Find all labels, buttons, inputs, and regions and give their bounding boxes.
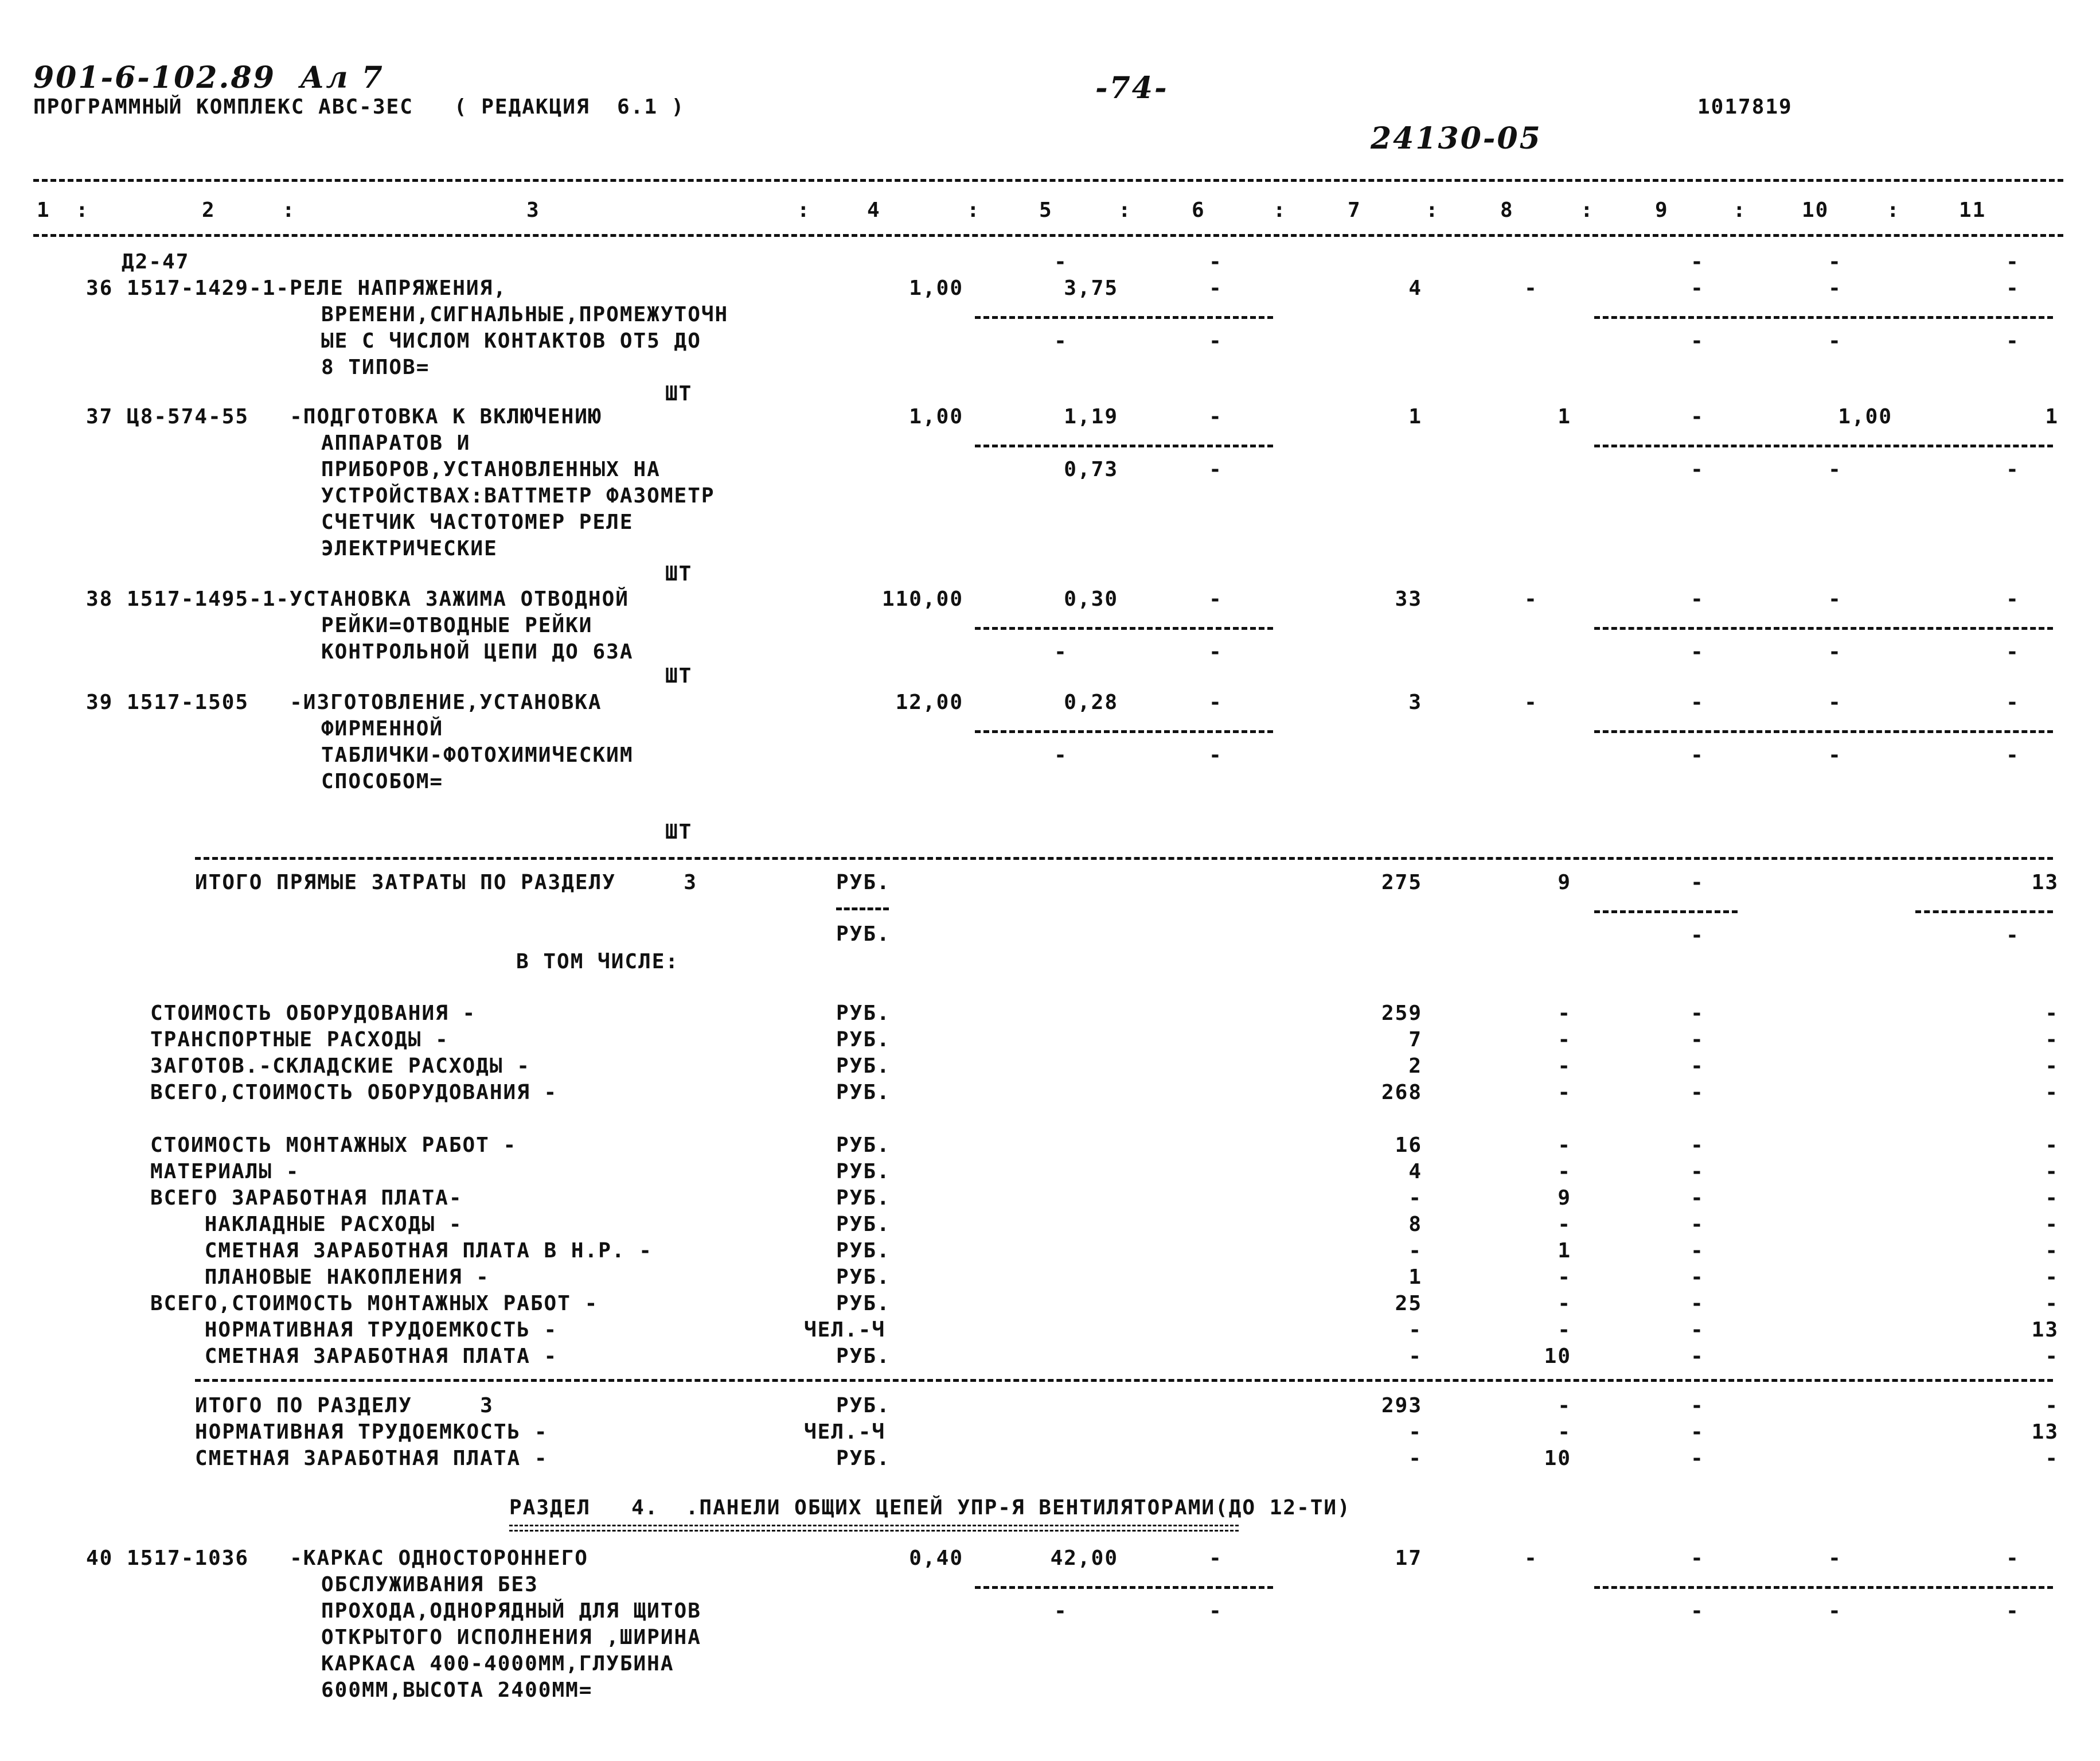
summary-label: СТОИМОСТЬ МОНТАЖНЫХ РАБОТ - [150,1133,517,1157]
item-36-c11: - [2006,276,2020,300]
summary-label: НОРМАТИВНАЯ ТРУДОЕМКОСТЬ - [150,1318,558,1342]
summary-unit: РУБ. [836,1394,891,1417]
summary-c9: - [1691,1447,1704,1470]
item-36-c8: - [1524,276,1538,300]
item-40-line5: КАРКАСА 400-4000ММ,ГЛУБИНА [321,1652,674,1676]
item-36-c11-top: - [2006,250,2020,274]
item-40-c11: - [2006,1546,2020,1570]
summary-label: ТРАНСПОРТНЫЕ РАСХОДЫ - [150,1028,449,1051]
item-36-line4: 8 ТИПОВ= [321,356,430,379]
item-38-rule [975,627,1273,630]
item-36-c7: 4 [1408,276,1422,300]
item-37-price-b: 0,73 [1064,458,1118,481]
col-sep: : [1580,198,1594,222]
summary-c11: 13 [2031,1420,2059,1444]
item-38-c9: - [1691,587,1704,611]
item-36-c9-top: - [1691,250,1704,274]
item-37-c10-bot: - [1828,458,1842,481]
item-36-rule [1594,316,2053,319]
item-36-rule [975,316,1273,319]
item-40-price: 42,00 [1050,1546,1118,1570]
summary-c8: - [1558,1054,1571,1078]
item-37-price: 1,19 [1064,405,1118,428]
item-37-c11: 1 [2045,405,2059,428]
direct-costs-c8: 9 [1558,871,1571,894]
item-37-line3: ПРИБОРОВ,УСТАНОВЛЕННЫХ НА [321,458,661,481]
item-39-qty: 12,00 [895,691,963,714]
col-sep: : [76,198,89,222]
summary-label: СТОИМОСТЬ ОБОРУДОВАНИЯ - [150,1002,477,1025]
summary-c7: 268 [1381,1081,1422,1104]
item-36-c6: - [1209,276,1223,300]
summary-c8: - [1558,1265,1571,1289]
section-4-underline [509,1525,1239,1532]
item-38-c10: - [1828,587,1842,611]
item-37-unit: ШТ [665,562,693,586]
summary-c9: - [1691,1002,1704,1025]
summary-c7: 7 [1408,1028,1422,1051]
summary-label: ВСЕГО,СТОИМОСТЬ ОБОРУДОВАНИЯ - [150,1081,558,1104]
item-40-line1: 40 1517-1036 -КАРКАС ОДНОСТОРОННЕГО [86,1546,588,1570]
item-40-line6: 600ММ,ВЫСОТА 2400ММ= [321,1678,593,1702]
summary-c11: - [2045,1292,2059,1315]
summary-c11: - [2045,1394,2059,1417]
summary-c7: 259 [1381,1002,1422,1025]
column-header [0,197,2100,224]
summary-c8: 9 [1558,1186,1571,1210]
item-40-c10-bot: - [1828,1599,1842,1623]
item-39-c11-bot: - [2006,743,2020,767]
summary-c8: - [1558,1133,1571,1157]
direct-costs-c11-bot: - [2006,924,2020,947]
col-9: 9 [1655,198,1669,222]
summary-label: ЗАГОТОВ.-СКЛАДСКИЕ РАСХОДЫ - [150,1054,530,1078]
item-36-line2: ВРЕМЕНИ,СИГНАЛЬНЫЕ,ПРОМЕЖУТОЧН [321,303,729,326]
col-11: 11 [1959,198,1986,222]
col-sep: : [1273,198,1287,222]
item-39-c11: - [2006,691,2020,714]
direct-costs-c7: 275 [1381,871,1422,894]
item-37-c11-bot: - [2006,458,2020,481]
item-37-line5: СЧЕТЧИК ЧАСТОТОМЕР РЕЛЕ [321,511,634,534]
item-37-c6: - [1209,405,1223,428]
item-38-c9-bot: - [1691,640,1704,664]
summary-c7: - [1408,1420,1422,1444]
summary-c7: - [1408,1345,1422,1368]
summary-c9: - [1691,1292,1704,1315]
summary-c8: - [1558,1213,1571,1236]
item-36-c6-bot: - [1209,329,1223,353]
summary-c7: - [1408,1239,1422,1263]
item-39-price: 0,28 [1064,691,1118,714]
direct-costs-c9-bot: - [1691,924,1704,947]
summary-label: СМЕТНАЯ ЗАРАБОТНАЯ ПЛАТА - [195,1447,548,1470]
col-5: 5 [1039,198,1053,222]
col-7: 7 [1348,198,1361,222]
summary-c7: 1 [1408,1265,1422,1289]
col-sep: : [282,198,296,222]
item-36-c5-bot: - [1054,329,1068,353]
summary-c9: - [1691,1160,1704,1183]
item-37-rule [975,445,1273,447]
summary-c8: - [1558,1081,1571,1104]
direct-costs-rule [1594,910,1738,913]
summary-c7: - [1408,1318,1422,1342]
summary-label: ПЛАНОВЫЕ НАКОПЛЕНИЯ - [150,1265,490,1289]
col-3: 3 [526,198,540,222]
item-40-line2: ОБСЛУЖИВАНИЯ БЕЗ [321,1573,538,1596]
item-39-c10-bot: - [1828,743,1842,767]
summary-c11: - [2045,1002,2059,1025]
summary-c7: 8 [1408,1213,1422,1236]
section-total-rule [195,857,2053,860]
col-6: 6 [1192,198,1205,222]
summary-c11: - [2045,1239,2059,1263]
item-40-rule [975,1586,1273,1589]
summary-c9: - [1691,1081,1704,1104]
summary-unit: ЧЕЛ.-Ч [804,1420,886,1444]
handwritten-doc-number: 901-6-102.89 Ал 7 [33,60,384,95]
item-40-c11-bot: - [2006,1599,2020,1623]
col-sep: : [1426,198,1439,222]
summary-label: СМЕТНАЯ ЗАРАБОТНАЯ ПЛАТА - [150,1345,558,1368]
item-36-qty: 1,00 [909,276,963,300]
summary-c11: - [2045,1186,2059,1210]
item-39-c9-bot: - [1691,743,1704,767]
program-title: ПРОГРАММНЫЙ КОМПЛЕКС АВС-3ЕС ( РЕДАКЦИЯ 6.1 ) [33,95,685,119]
item-37-c10: 1,00 [1838,405,1892,428]
item-39-rule [975,730,1273,733]
item-39-c9: - [1691,691,1704,714]
summary-unit: ЧЕЛ.-Ч [804,1318,886,1342]
summary-c8: - [1558,1292,1571,1315]
summary-c8: - [1558,1160,1571,1183]
summary-c9: - [1691,1054,1704,1078]
summary-c9: - [1691,1133,1704,1157]
item-36-c10-bot: - [1828,329,1842,353]
col-sep: : [1118,198,1132,222]
col-4: 4 [867,198,881,222]
item-38-unit: ШТ [665,664,693,688]
summary-c7: - [1408,1186,1422,1210]
col-1: 1 [37,198,50,222]
item-39-c6: - [1209,691,1223,714]
item-40-c9: - [1691,1546,1704,1570]
summary-c7: 16 [1395,1133,1422,1157]
summary-c11: - [2045,1213,2059,1236]
item-40-c10: - [1828,1546,1842,1570]
summary-c7: 2 [1408,1054,1422,1078]
summary-c7: - [1408,1447,1422,1470]
including-label: В ТОМ ЧИСЛЕ: [516,950,680,973]
item-39-c8: - [1524,691,1538,714]
item-37-c9: - [1691,405,1704,428]
item-36-prefix: Д2-47 [122,250,190,274]
item-36-price: 3,75 [1064,276,1118,300]
item-39-c6-bot: - [1209,743,1223,767]
summary-c8: - [1558,1028,1571,1051]
item-39-line1: 39 1517-1505 -ИЗГОТОВЛЕНИЕ,УСТАНОВКА [86,691,602,714]
handwritten-code: 24130-05 [1371,121,1542,156]
summary-c11: - [2045,1081,2059,1104]
summary-c11: 13 [2031,1318,2059,1342]
direct-costs-rule [1915,910,2053,913]
item-38-c5-bot: - [1054,640,1068,664]
item-40-c9-bot: - [1691,1599,1704,1623]
summary-unit: РУБ. [836,1292,891,1315]
item-40-rule [1594,1586,2053,1589]
item-40-c8: - [1524,1546,1538,1570]
item-38-line1: 38 1517-1495-1-УСТАНОВКА ЗАЖИМА ОТВОДНОЙ [86,587,629,611]
summary-c11: - [2045,1160,2059,1183]
direct-costs-c11: 13 [2031,871,2059,894]
summary-c11: - [2045,1028,2059,1051]
item-37-rule [1594,445,2053,447]
document-number: 1017819 [1697,95,1793,119]
item-38-c6: - [1209,587,1223,611]
item-39-c5-bot: - [1054,743,1068,767]
item-36-c6-top: - [1209,250,1223,274]
item-39-rule [1594,730,2053,733]
item-38-c10-bot: - [1828,640,1842,664]
summary-label: НАКЛАДНЫЕ РАСХОДЫ - [150,1213,463,1236]
item-38-rule [1594,627,2053,630]
item-38-c6-bot: - [1209,640,1223,664]
summary-c7: 293 [1381,1394,1422,1417]
item-40-c7: 17 [1395,1546,1422,1570]
summary-label: МАТЕРИАЛЫ - [150,1160,300,1183]
item-36-unit: ШТ [665,382,693,406]
summary-c8: 1 [1558,1239,1571,1263]
item-37-c6-bot: - [1209,458,1223,481]
section-4-title: РАЗДЕЛ 4. .ПАНЕЛИ ОБЩИХ ЦЕПЕЙ УПР-Я ВЕНТИЛЯТОРАМИ(ДО 12-ТИ) [509,1496,1351,1520]
col-2: 2 [202,198,216,222]
item-38-line2: РЕЙКИ=ОТВОДНЫЕ РЕЙКИ [321,614,593,637]
summary-unit: РУБ. [836,1054,891,1078]
summary-label: СМЕТНАЯ ЗАРАБОТНАЯ ПЛАТА В Н.Р. - [150,1239,653,1263]
col-sep: : [797,198,811,222]
col-sep: : [1887,198,1900,222]
item-40-c5-bot: - [1054,1599,1068,1623]
summary-label: ВСЕГО ЗАРАБОТНАЯ ПЛАТА- [150,1186,463,1210]
item-36-c9-bot: - [1691,329,1704,353]
item-36-c10-top: - [1828,250,1842,274]
summary-c8: 10 [1544,1345,1571,1368]
direct-costs-c9: - [1691,871,1704,894]
item-37-c8: 1 [1558,405,1571,428]
col-sep: : [1733,198,1747,222]
item-39-line3: ТАБЛИЧКИ-ФОТОХИМИЧЕСКИМ [321,743,634,767]
summary-c8: - [1558,1420,1571,1444]
item-38-c11-bot: - [2006,640,2020,664]
summary-unit: РУБ. [836,1447,891,1470]
item-38-line3: КОНТРОЛЬНОЙ ЦЕПИ ДО 63А [321,640,634,664]
summary-c9: - [1691,1213,1704,1236]
summary-c9: - [1691,1394,1704,1417]
summary-unit: РУБ. [836,1265,891,1289]
col-8: 8 [1500,198,1514,222]
item-39-line4: СПОСОБОМ= [321,770,444,793]
direct-unit-rule [836,907,889,910]
item-36-c11-bot: - [2006,329,2020,353]
summary-unit: РУБ. [836,1028,891,1051]
item-36-line3: ЫЕ С ЧИСЛОМ КОНТАКТОВ ОТ5 ДО [321,329,701,353]
summary-label: ИТОГО ПО РАЗДЕЛУ 3 [195,1394,494,1417]
direct-costs-title: ИТОГО ПРЯМЫЕ ЗАТРАТЫ ПО РАЗДЕЛУ 3 [195,871,697,894]
summary-c8: 10 [1544,1447,1571,1470]
summary-label: НОРМАТИВНАЯ ТРУДОЕМКОСТЬ - [195,1420,548,1444]
item-40-c6-bot: - [1209,1599,1223,1623]
summary-c7: 4 [1408,1160,1422,1183]
item-37-line2: АППАРАТОВ И [321,431,471,455]
item-37-line1: 37 Ц8-574-55 -ПОДГОТОВКА К ВКЛЮЧЕНИЮ [86,405,602,428]
summary-unit: РУБ. [836,1133,891,1157]
summary-c11: - [2045,1345,2059,1368]
summary-c9: - [1691,1420,1704,1444]
summary-unit: РУБ. [836,1239,891,1263]
summary-unit: РУБ. [836,1081,891,1104]
summary-c8: - [1558,1394,1571,1417]
item-39-line2: ФИРМЕННОЙ [321,717,444,741]
summary-c11: - [2045,1447,2059,1470]
summary-c8: - [1558,1002,1571,1025]
summary-unit: РУБ. [836,1002,891,1025]
summary-c9: - [1691,1186,1704,1210]
direct-costs-unit: РУБ. [836,871,891,894]
summary-c9: - [1691,1318,1704,1342]
summary-unit: РУБ. [836,1160,891,1183]
item-40-c6: - [1209,1546,1223,1570]
item-37-line4: УСТРОЙСТВАХ:ВАТТМЕТР ФАЗОМЕТР [321,484,715,508]
item-36-c5-top: - [1054,250,1068,274]
item-39-c10: - [1828,691,1842,714]
header-rule-top [33,179,2063,182]
summary-unit: РУБ. [836,1213,891,1236]
page-number: -74- [1095,71,1169,106]
item-37-line6: ЭЛЕКТРИЧЕСКИЕ [321,537,498,560]
item-40-line3: ПРОХОДА,ОДНОРЯДНЫЙ ДЛЯ ЩИТОВ [321,1599,701,1623]
summary-c9: - [1691,1239,1704,1263]
summary-c9: - [1691,1028,1704,1051]
item-38-qty: 110,00 [881,587,963,611]
col-10: 10 [1802,198,1829,222]
summary-c11: - [2045,1054,2059,1078]
section-end-rule [195,1379,2053,1382]
item-37-c7: 1 [1408,405,1422,428]
summary-c7: 25 [1395,1292,1422,1315]
item-36-c10: - [1828,276,1842,300]
summary-unit: РУБ. [836,1345,891,1368]
summary-c8: - [1558,1318,1571,1342]
item-40-line4: ОТКРЫТОГО ИСПОЛНЕНИЯ ,ШИРИНА [321,1626,701,1649]
item-37-qty: 1,00 [909,405,963,428]
summary-c9: - [1691,1345,1704,1368]
item-38-c11: - [2006,587,2020,611]
summary-unit: РУБ. [836,1186,891,1210]
summary-c9: - [1691,1265,1704,1289]
item-38-price: 0,30 [1064,587,1118,611]
header-rule-bottom [33,234,2063,237]
item-38-c8: - [1524,587,1538,611]
item-36-c9: - [1691,276,1704,300]
summary-label: ВСЕГО,СТОИМОСТЬ МОНТАЖНЫХ РАБОТ - [150,1292,599,1315]
item-36-line1: 36 1517-1429-1-РЕЛЕ НАПРЯЖЕНИЯ, [86,276,507,300]
summary-c11: - [2045,1133,2059,1157]
col-sep: : [967,198,981,222]
item-37-c9-bot: - [1691,458,1704,481]
item-40-qty: 0,40 [909,1546,963,1570]
direct-costs-unit2: РУБ. [836,922,891,946]
summary-c11: - [2045,1265,2059,1289]
item-38-c7: 33 [1395,587,1422,611]
item-39-c7: 3 [1408,691,1422,714]
item-39-unit: ШТ [665,820,693,844]
